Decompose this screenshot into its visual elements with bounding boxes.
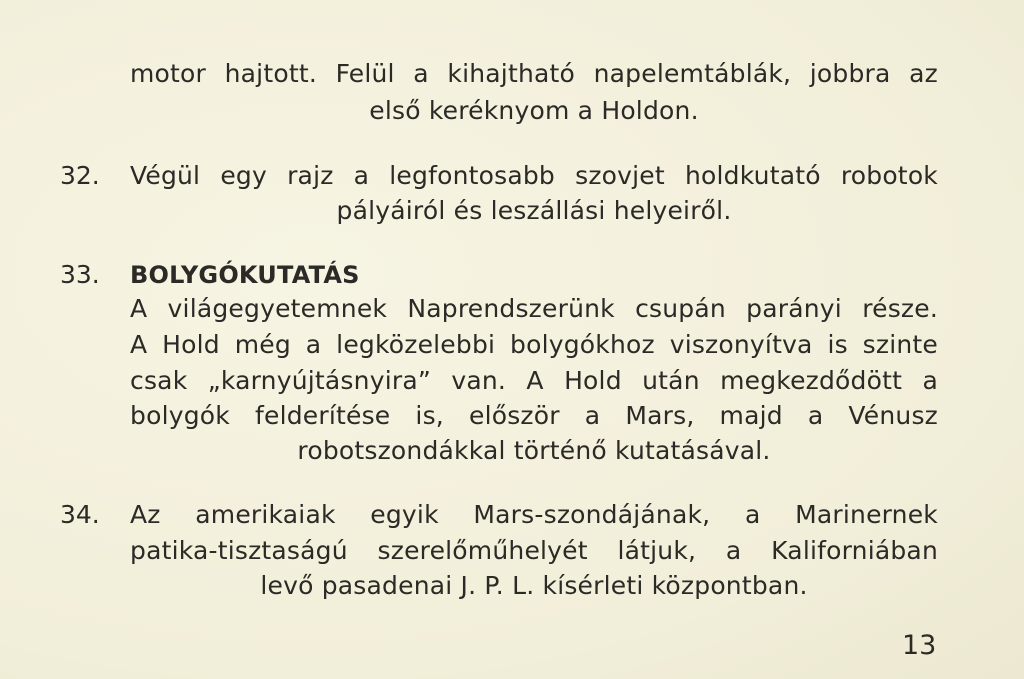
item-34-number: 34. — [60, 500, 100, 529]
item-33-line-1: A világegyetemnek Naprendszerünk csupán parányi része. — [130, 294, 938, 323]
intro-line-2: első keréknyom a Holdon. — [369, 96, 699, 125]
item-34-line-2: patika-tisztaságú szerelőműhelyét látjuk, a Kaliforniában — [130, 536, 938, 565]
item-34-line-1: Az amerikaiak egyik Mars-szondájának, a Marinernek — [130, 500, 938, 529]
item-33-line-4: bolygók felderítése is, először a Mars, majd a Vénusz — [130, 401, 938, 430]
item-34-line-3: levő pasadenai J. P. L. kísérleti központban. — [260, 571, 808, 600]
intro-line-1: motor hajtott. Felül a kihajtható napelemtáblák, jobbra az — [130, 59, 938, 88]
item-33-line-2: A Hold még a legközelebbi bolygókhoz viszonyítva is szinte — [130, 330, 938, 359]
item-33-line-3: csak „karnyújtásnyira” van. A Hold után megkezdődött a — [130, 366, 938, 395]
page-number: 13 — [902, 630, 937, 661]
item-32-line-2: pályáiról és leszállási helyeiről. — [336, 196, 732, 225]
item-32-line-1: Végül egy rajz a legfontosabb szovjet holdkutató robotok — [130, 161, 938, 190]
item-33-heading: BOLYGÓKUTATÁS — [130, 261, 360, 289]
item-33-line-5: robotszondákkal történő kutatásával. — [297, 436, 771, 465]
item-32-number: 32. — [60, 161, 100, 190]
item-33-number: 33. — [60, 260, 100, 289]
